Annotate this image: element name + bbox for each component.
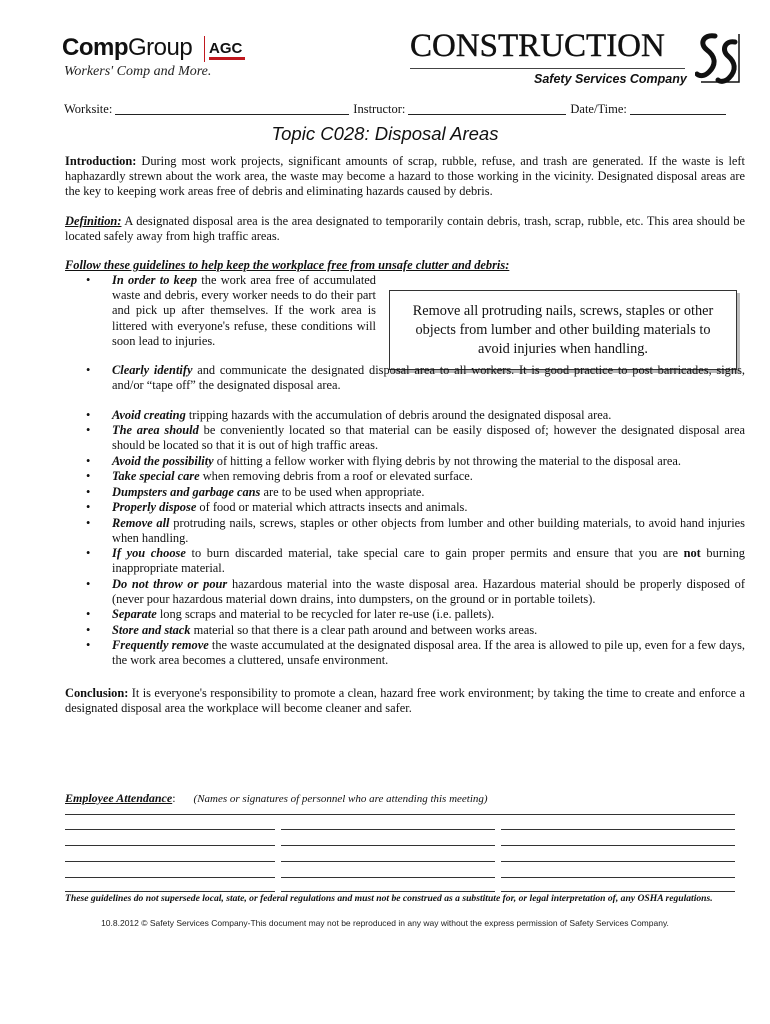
signature-line[interactable] <box>501 891 735 892</box>
bullet-lead: Store and stack <box>112 623 191 637</box>
bullet-dot: • <box>86 485 91 499</box>
bullet-lead: Take special care <box>112 469 200 483</box>
bullet-text: are to be used when appropriate. <box>260 485 425 499</box>
compgroup-logo <box>62 34 192 62</box>
instructor-label: Instructor: <box>353 102 406 116</box>
bullet-dot: • <box>86 500 91 514</box>
conclusion <box>65 686 745 716</box>
bullet-text: long scraps and material to be recycled for later re-use (i.e. pallets). <box>156 607 495 621</box>
bullet-text: be conveniently located so that material can be easily disposed of; however the designated disposal area should be located so that it is out of high traffic areas. <box>112 423 745 453</box>
definition-text: A designated disposal area is the area designated to temporarily contain debris, trash, scrap, rubble, etc. This area should be located safely away from high traffic areas. <box>65 214 745 244</box>
bullet-text: when removing debris from a roof or elevated surface. <box>199 469 473 483</box>
bullet-dot: • <box>86 469 91 483</box>
company-title: CONSTRUCTION <box>410 28 665 64</box>
signature-line[interactable] <box>281 891 495 892</box>
company-subtitle: Safety Services Company <box>534 72 687 86</box>
bullet-text: tripping hazards with the accumulation of debris around the designated disposal area. <box>185 408 612 422</box>
bullet-dot: • <box>86 623 91 637</box>
signature-line[interactable] <box>501 829 735 830</box>
bullet-text: and communicate the designated disposal area to all workers. It is good practice to post barricades, signs, and/or “tape off” the designated disposal area. <box>112 363 745 393</box>
bullet-lead: Separate <box>112 607 157 621</box>
bullet-text: hazardous material into the waste disposal area. Hazardous material should be properly disposed of (never pour hazardous material down drains, into dumpsters, on the ground or in portable toilets). <box>112 577 745 607</box>
bullet-text: to burn discarded material, take special care to gain proper permits and ensure that you are <box>185 546 684 560</box>
bullet-dot: • <box>86 607 91 621</box>
logo-separator <box>204 36 205 62</box>
bullet-dot: • <box>86 408 91 422</box>
bullet-dot: • <box>86 273 91 287</box>
worksite-field[interactable] <box>115 103 349 115</box>
bullet-dot: • <box>86 454 91 468</box>
signature-line[interactable] <box>65 877 275 878</box>
datetime-field[interactable] <box>630 103 726 115</box>
title-rule <box>410 68 685 69</box>
bullet-text: material so that there is a clear path around and between works areas. <box>190 623 538 637</box>
bullet-text: of food or material which attracts insects and animals. <box>196 500 468 514</box>
introduction <box>65 154 745 200</box>
bullet-lead: Remove all <box>112 516 170 530</box>
introduction-text: During most work projects, significant amounts of scrap, rubble, refuse, and trash are generated. If the waste is left haphazardly strewn about the work area, the waste may become a hazard to those working in the vicinity. Designated disposal areas are the key to keeping work areas free of debris and eliminating hazards caused by debris. <box>65 154 745 199</box>
bullet-dot: • <box>86 638 91 652</box>
signature-line[interactable] <box>501 861 735 862</box>
meeting-info-line <box>64 102 746 117</box>
bullet-lead: Frequently remove <box>112 638 209 652</box>
datetime-label: Date/Time: <box>570 102 627 116</box>
bullet-lead: Clearly identify <box>112 363 193 377</box>
bullet-dot: • <box>86 363 91 377</box>
bullet-lead: Do not throw or pour <box>112 577 228 591</box>
signature-line[interactable] <box>65 845 275 846</box>
bullet-dot: • <box>86 577 91 591</box>
logo-comp-regular: Group <box>128 34 193 61</box>
signature-line[interactable] <box>65 814 735 815</box>
bullet-dot: • <box>86 516 91 530</box>
introduction-label: Introduction: <box>65 154 137 168</box>
attendance-label: Employee Attendance <box>65 791 173 805</box>
signature-line[interactable] <box>65 829 275 830</box>
signature-line[interactable] <box>501 845 735 846</box>
instructor-field[interactable] <box>408 103 566 115</box>
signature-line[interactable] <box>65 861 275 862</box>
worksite-label: Worksite: <box>64 102 113 116</box>
attendance-header <box>65 791 488 806</box>
conclusion-label: Conclusion: <box>65 686 129 700</box>
bullet-text: protruding nails, screws, staples or other objects from lumber and other building materials, to avoid hand injuries when handling. <box>112 516 745 546</box>
bullet-text: burning inappropriate material. <box>112 546 745 576</box>
signature-line[interactable] <box>501 877 735 878</box>
signature-line[interactable] <box>281 829 495 830</box>
callout-box: Remove all protruding nails, screws, staples or other objects from lumber and other building materials to avoid injuries when handling. <box>389 290 737 370</box>
bullet-lead: If you choose <box>112 546 186 560</box>
bullet-dot: • <box>86 546 91 560</box>
guidelines-heading: Follow these guidelines to help keep the workplace free from unsafe clutter and debris: <box>65 258 510 272</box>
signature-line[interactable] <box>281 845 495 846</box>
definition <box>65 214 745 244</box>
definition-label: Definition: <box>65 214 122 228</box>
signature-line[interactable] <box>65 891 275 892</box>
bullet-dot: • <box>86 423 91 437</box>
bullet-lead: Avoid creating <box>112 408 186 422</box>
attendance-colon: : <box>172 791 176 805</box>
bullet-lead: Dumpsters and garbage cans <box>112 485 261 499</box>
bullet-lead: Avoid the possibility <box>112 454 214 468</box>
bullet-text: of hitting a fellow worker with flying debris by not throwing the material to the disposal area. <box>213 454 681 468</box>
bullet-lead: Properly dispose <box>112 500 197 514</box>
ss-logo-icon <box>695 30 743 88</box>
disclaimer: These guidelines do not supersede local, state, or federal regulations and must not be construed as a substitute for, or legal interpretation of, any OSHA regulations. <box>65 893 713 904</box>
copyright-footer: 10.8.2012 © Safety Services Company-This document may not be reproduced in any way without the express permission of Safety Services Company. <box>101 918 669 928</box>
bullet-lead: In order to keep <box>112 273 198 287</box>
signature-line[interactable] <box>281 861 495 862</box>
conclusion-text: It is everyone's responsibility to promote a clean, hazard free work environment; by taking the time to create and enforce a designated disposal area the workplace will become cleaner and safer. <box>65 686 745 716</box>
agc-logo-underline <box>209 57 245 60</box>
bullet-text: the waste accumulated at the designated disposal area. If the area is allowed to pile up, even for a few days, the work area becomes a cluttered, unsafe environment. <box>112 638 745 668</box>
bullet-emphasis: not <box>683 546 701 560</box>
attendance-note: (Names or signatures of personnel who are attending this meeting) <box>193 793 488 805</box>
bullet-lead: The area should <box>112 423 199 437</box>
signature-line[interactable] <box>281 877 495 878</box>
bullet-text: the work area free of accumulated waste and debris, every worker needs to do their part and pick up after themselves. If the work area is littered with everyone's refuse, these conditions will soon lead to injuries. <box>112 273 376 348</box>
agc-logo: AGC <box>209 40 243 57</box>
logo-comp-bold: Comp <box>62 34 128 61</box>
logo-tagline: Workers' Comp and More. <box>64 64 212 79</box>
topic-title: Topic C028: Disposal Areas <box>271 123 499 144</box>
